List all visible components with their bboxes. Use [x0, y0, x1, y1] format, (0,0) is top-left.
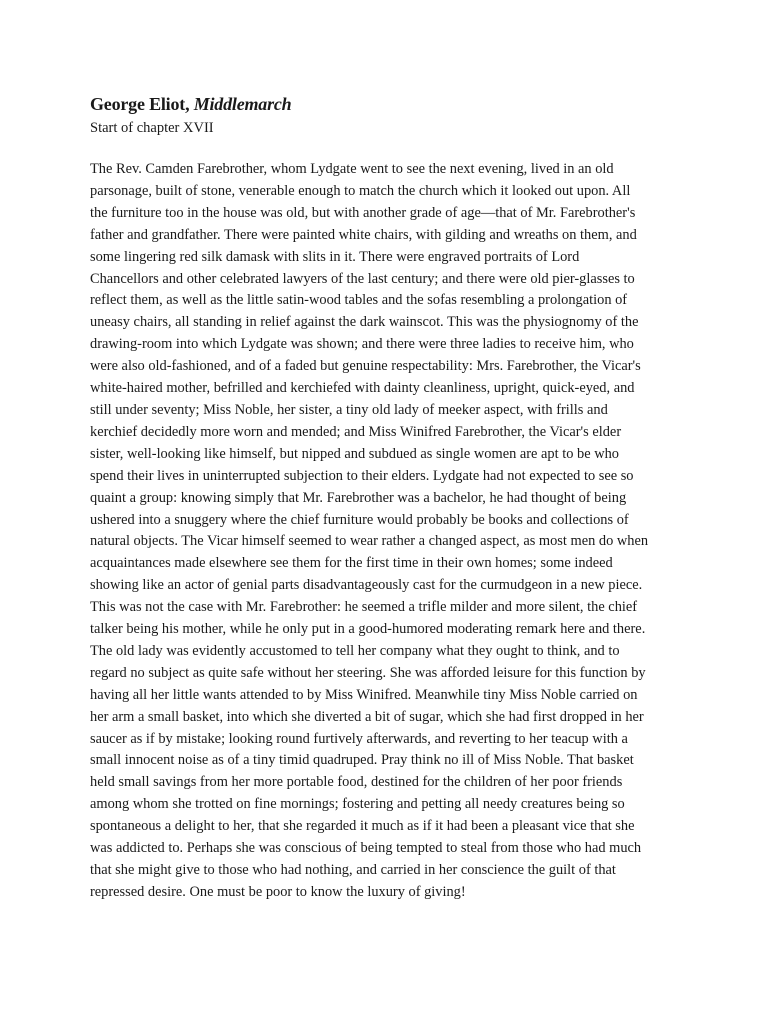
author-name: George Eliot,: [90, 94, 190, 114]
text-line: quaint a group: knowing simply that Mr. Farebrother was a bachelor, he had thought of being: [90, 489, 627, 506]
text-line: acquaintances made elsewhere see them for the first time in their own homes; some indeed: [90, 555, 613, 572]
text-line: small innocent noise as of a tiny timid quadruped. Pray think no ill of Miss Noble. That basket: [90, 752, 634, 769]
text-line: spend their lives in uninterrupted subjection to their elders. Lydgate had not expected to see so: [90, 467, 634, 484]
text-line: the furniture too in the house was old, but with another grade of age—that of Mr. Farebrother's: [90, 204, 636, 221]
text-line: parsonage, built of stone, venerable enough to match the church which it looked out upon. All: [90, 182, 631, 199]
text-line: held small savings from her more portable food, destined for the children of her poor friends: [90, 774, 623, 791]
work-title: Middlemarch: [193, 94, 292, 114]
text-line: This was not the case with Mr. Farebrother: he seemed a trifle milder and more silent, the chief: [90, 599, 638, 616]
text-line: white-haired mother, befrilled and kerchiefed with dainty cleanliness, upright, quick-eyed, and: [90, 380, 635, 397]
document-page: [90, 93, 686, 904]
text-line: The old lady was evidently accustomed to tell her company what they ought to think, and to: [90, 642, 620, 659]
text-line: regard no subject as quite safe without her steering. She was afforded leisure for this function by: [90, 664, 646, 681]
text-line: repressed desire. One must be poor to know the luxury of giving!: [90, 883, 466, 900]
text-line: uneasy chairs, all standing in relief against the dark wainscot. This was the physiognomy of the: [90, 314, 639, 331]
text-line: The Rev. Camden Farebrother, whom Lydgate went to see the next evening, lived in an old: [90, 161, 614, 177]
chapter-text: [90, 159, 686, 904]
text-line: sister, well-looking like himself, but nipped and subdued as single women are apt to be who: [90, 445, 619, 462]
text-line: having all her little wants attended to by Miss Winifred. Meanwhile tiny Miss Noble carried on: [90, 686, 638, 703]
text-line: natural objects. The Vicar himself seemed to wear rather a changed aspect, as most men do when: [90, 533, 649, 550]
chapter-subtitle: Start of chapter XVII: [90, 120, 214, 136]
text-line: Chancellors and other celebrated lawyers of the last century; and there were old pier-glasses to: [90, 270, 635, 287]
text-line: some lingering red silk damask with slits in it. There were engraved portraits of Lord: [90, 248, 580, 265]
text-line: was addicted to. Perhaps she was conscious of being tempted to steal from those who had much: [90, 840, 642, 857]
text-line: spontaneous a delight to her, that she regarded it much as if it had been a pleasant vice that she: [90, 818, 635, 835]
text-line: reflect them, as well as the little satin-wood tables and the sofas resembling a prolongation of: [90, 292, 628, 309]
text-line: ushered into a snuggery where the chief furniture would probably be books and collections of: [90, 511, 629, 528]
text-line: saucer as if by mistake; looking round furtively afterwards, and reverting to her teacup with a: [90, 730, 628, 747]
text-line: that she might give to those who had nothing, and carried in her conscience the guilt of that: [90, 862, 616, 878]
text-line: kerchief decidedly more worn and mended; and Miss Winifred Farebrother, the Vicar's elder: [90, 423, 622, 440]
text-line: among whom she trotted on fine mornings; fostering and petting all needy creatures being so: [90, 796, 625, 813]
text-line: talker being his mother, while he only put in a good-humored moderating remark here and there.: [90, 621, 646, 638]
text-line: were also old-fashioned, and of a faded but genuine respectability: Mrs. Farebrother, the Vicar's: [90, 358, 641, 375]
text-line: showing like an actor of genial parts disadvantageously cast for the curmudgeon in a new piece.: [90, 577, 643, 594]
document-title: [90, 93, 686, 115]
text-line: still under seventy; Miss Noble, her sister, a tiny old lady of meeker aspect, with frills and: [90, 401, 608, 418]
text-line: her arm a small basket, into which she diverted a bit of sugar, which she had first dropped in her: [90, 708, 644, 725]
text-line: drawing-room into which Lydgate was shown; and there were three ladies to receive him, who: [90, 336, 634, 353]
text-line: father and grandfather. There were painted white chairs, with gilding and wreaths on them, and: [90, 226, 637, 243]
